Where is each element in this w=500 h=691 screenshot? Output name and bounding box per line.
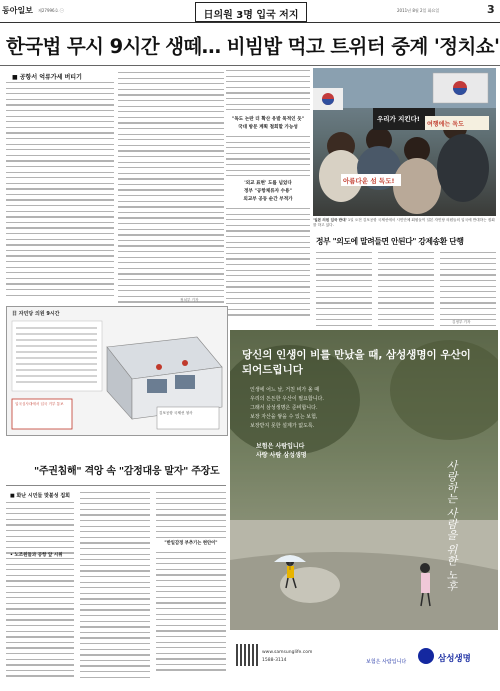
bottom-left-col-1 xyxy=(6,502,74,681)
col3-subhead-5: 외교부 공동 순간 부적가 xyxy=(243,197,293,202)
feature-headline: "주권침해" 격앙 속 "감정대응 말자" 주장도 xyxy=(34,466,220,477)
protest-photo xyxy=(313,68,496,216)
feature-rule xyxy=(6,485,226,486)
right-article-headline: 정부 "의도에 말려들면 안된다" 강제송환 단행 xyxy=(316,237,464,246)
photo-illustration xyxy=(313,68,496,216)
diagram-box-text: 입국심사대에서 입국 거부 통보 xyxy=(15,402,64,406)
newspaper-logo: 동아일보 xyxy=(2,5,33,15)
ad-body: 인생에 어느 날, 거친 비가 올 때 우리의 든든한 우산이 필요합니다. 그래서 삼성생명은 준비합니다. 보장 자산을 쌓을 수 있는 보험, 보장받지 못한 설계가 없도록. xyxy=(250,387,324,429)
ad-phone: 1588-3114 xyxy=(262,658,287,663)
photo-caption-text: 1일 오전 김포공항 국제선에서 시민단체 회원들이 일본 자민당 의원들의 입국에 반대하는 집회를 하고 있다. xyxy=(313,218,495,227)
samsung-logo-icon xyxy=(418,648,434,664)
bottom-left-sub2: • 노조원들과 공항 앞 시위 xyxy=(10,553,63,558)
publication-date: 2011년 8월 2일 화요일 xyxy=(397,8,440,13)
section-banner-text: 日의원 3명 입국 저지 xyxy=(203,10,299,21)
col3-subhead-3: '외교 표현' 도를 넘었다 xyxy=(244,181,292,186)
left-column-body xyxy=(6,82,114,300)
ad-url[interactable]: www.samsunglife.com xyxy=(262,650,313,655)
bottom-mid-subhead-1: "반일감정 부추기는 현안이" xyxy=(164,541,218,546)
ad-headline: 당신의 인생이 비를 만났을 때, 삼성생명이 우산이 되어드립니다 xyxy=(242,349,471,376)
ad-slogan: 보험은 사람입니다 xyxy=(366,659,407,665)
diagram-footer: 김포공항 국제선 청사 xyxy=(159,411,193,415)
right-article-body-1 xyxy=(316,252,372,342)
headline-rule xyxy=(0,65,500,66)
right-article-body-2 xyxy=(378,252,434,342)
col3-subhead-1: "독도 논란 더 확산 유발 목적인 듯" xyxy=(231,117,305,122)
photo-caption-label: '일본 의원 입국 반대' xyxy=(313,218,347,222)
ad-brand: 삼성생명 xyxy=(438,654,471,664)
airport-diagram xyxy=(6,306,228,436)
section-banner xyxy=(195,2,307,22)
left-subhead: ■ 공항서 억류가세 버티기 xyxy=(12,74,82,81)
main-headline: 한국법 무시 9시간 생떼… 비빔밥 먹고 트위터 중계 '정치쇼' xyxy=(6,35,500,58)
mid-byline: 정치부 기자 xyxy=(180,298,199,302)
sign-text-right: 여행에는 독도 xyxy=(427,121,464,128)
masthead xyxy=(0,0,500,22)
right-article-byline: 김정부 기자 xyxy=(452,320,471,324)
right-article-body-3 xyxy=(440,252,496,330)
samsung-life-ad[interactable] xyxy=(230,330,498,686)
ad-vertical-copy: 사랑하는 사람을 위한 노후 xyxy=(445,460,458,592)
issue-number: 제27996호 ㊀ xyxy=(38,8,64,13)
col3-subhead-2: 국대 방문 계획 철회할 가능성 xyxy=(238,125,298,130)
diagram-title: 日 자민당 의원 9시간 xyxy=(12,311,60,317)
ad-tagline: 보험은 사람입니다 사랑 사람 삼성생명 xyxy=(256,443,307,459)
masthead-rule xyxy=(0,22,500,23)
bottom-left-col-3b xyxy=(156,552,226,675)
bottom-left-col-3 xyxy=(156,492,226,542)
ad-footer xyxy=(230,630,498,686)
sign-text-center: 우리가 지킨다! xyxy=(377,115,420,123)
sign-text-left: 아름다운 섬 독도! xyxy=(343,177,395,185)
qr-code-icon[interactable] xyxy=(236,644,258,666)
photo-caption xyxy=(313,218,496,228)
page-number: 3 xyxy=(487,3,495,16)
bottom-left-col-2 xyxy=(80,492,150,682)
bottom-left-subhead: ■ 화난 시민들 맞불성 집회 xyxy=(10,493,70,499)
col3-subhead-4: 정부 "공항체류자 수용" xyxy=(244,189,292,194)
third-column xyxy=(226,70,310,320)
